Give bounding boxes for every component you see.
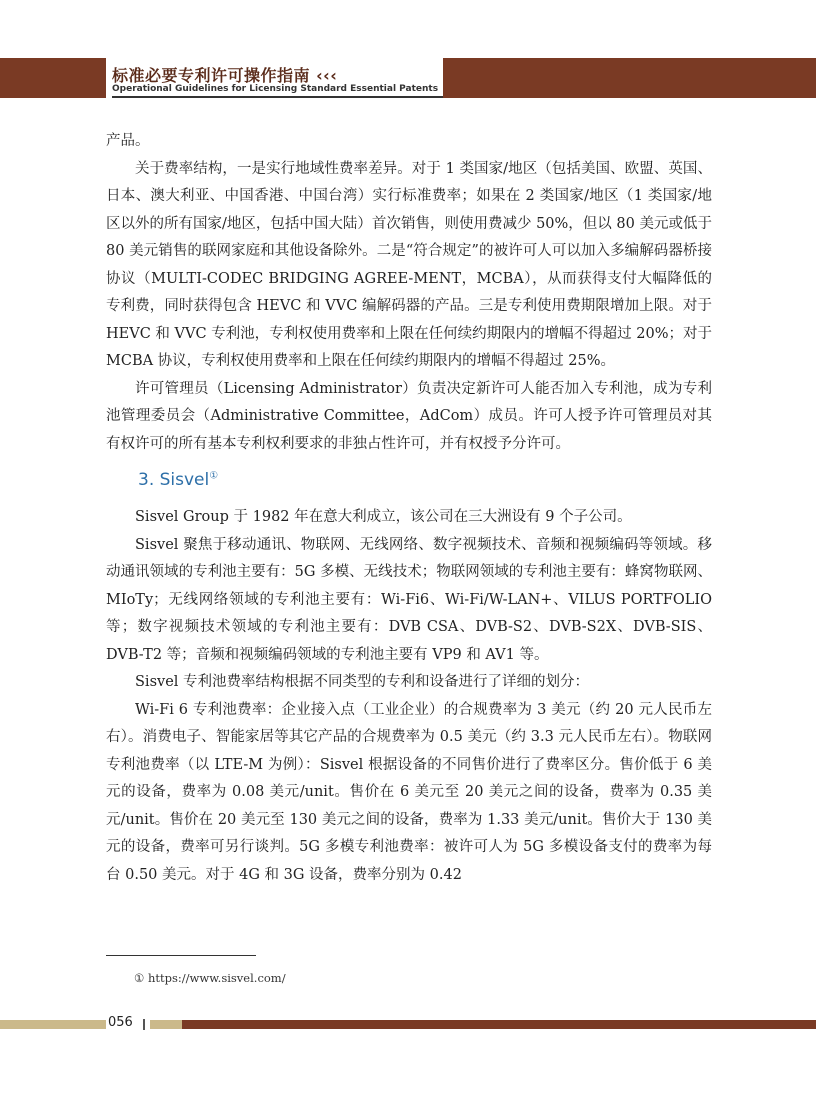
page-body xyxy=(106,128,712,889)
running-subtitle: Operational Guidelines for Licensing Standard Essential Patents xyxy=(112,84,439,94)
footer-divider xyxy=(143,1019,145,1030)
paragraph: Sisvel Group 于 1982 年在意大利成立，该公司在三大洲设有 9 个子公司。 xyxy=(135,509,632,525)
footer-left-bar xyxy=(0,1020,106,1029)
paragraph: 产品。 xyxy=(106,133,150,149)
paragraph: 许可管理员（Licensing Administrator）负责决定新许可人能否加入专利池，成为专利池管理委员会（Administrative Committee，AdCom）成员。许可人授予许可管理员对其有权许可的所有基本专利权利要求的非独占性许可，并有权授予分许可。 xyxy=(106,380,712,452)
footer-right-bar xyxy=(182,1020,816,1029)
section-heading-text: 3. Sisvel xyxy=(138,470,210,490)
header-left-bar xyxy=(0,58,106,98)
section-heading xyxy=(138,470,712,490)
footnote-reference: ① xyxy=(209,470,219,482)
paragraph: 关于费率结构，一是实行地域性费率差异。对于 1 类国家/地区（包括美国、欧盟、英国、日本、澳大利亚、中国香港、中国台湾）实行标准费率；如果在 2 类国家/地区（1 类国家/地区以外的所有国家/地区，包括中国大陆）首次销售，则使用费减少 50%，但以 80 美元或低于 80 美元销售的联网家庭和其他设备除外。二是“符合规定”的被许可人可以加入多编解码器桥接协议（MULTI-CODEC BRIDGING AGREE-MENT，MCBA），从而获得支付大幅降低的专利费，同时获得包含 HEVC 和 VVC 编解码器的产品。三是专利使用费期限增加上限。对于 HEVC 和 VVC 专利池，专利权使用费率和上限在任何续约期限内的增幅不得超过 20%；对于 MCBA 协议，专利权使用费率和上限在任何续约期限内的增幅不得超过 25%。 xyxy=(106,160,712,369)
header-rule xyxy=(112,96,443,98)
footnote: ① https://www.sisvel.com/ xyxy=(134,971,286,985)
footer-mid-bar xyxy=(150,1020,182,1029)
header-right-bar xyxy=(443,58,816,98)
footnote-rule xyxy=(106,955,256,956)
running-title: 标准必要专利许可操作指南 ‹‹‹ xyxy=(112,66,338,85)
paragraph: Sisvel 专利池费率结构根据不同类型的专利和设备进行了详细的划分： xyxy=(135,674,590,690)
paragraph: Sisvel 聚焦于移动通讯、物联网、无线网络、数字视频技术、音频和视频编码等领域。移动通讯领域的专利池主要有：5G 多模、无线技术；物联网领域的专利池主要有：蜂窝物联网、MIoTy；无线网络领域的专利池主要有：Wi-Fi6、Wi-Fi/W-LAN+、VILUS PORTFOLIO 等；数字视频技术领域的专利池主要有：DVB CSA、DVB-S2、DVB-S2X、DVB-SIS、DVB-T2 等；音频和视频编码领域的专利池主要有 VP9 和 AV1 等。 xyxy=(106,536,712,663)
paragraph: Wi-Fi 6 专利池费率：企业接入点（工业企业）的合规费率为 3 美元（约 20 元人民币左右）。消费电子、智能家居等其它产品的合规费率为 0.5 美元（约 3.3 元人民币左右）。物联网专利池费率（以 LTE-M 为例）：Sisvel 根据设备的不同售价进行了费率区分。售价低于 6 美元的设备，费率为 0.08 美元/unit。售价在 6 美元至 20 美元之间的设备，费率为 0.35 美元/unit。售价在 20 美元至 130 美元之间的设备，费率为 1.33 美元/unit。售价大于 130 美元的设备，费率可另行谈判。5G 多模专利池费率：被许可人为 5G 多模设备支付的费率为每台 0.50 美元。对于 4G 和 3G 设备，费率分别为 0.42 xyxy=(106,701,712,883)
page-number: 056 xyxy=(108,1015,133,1030)
